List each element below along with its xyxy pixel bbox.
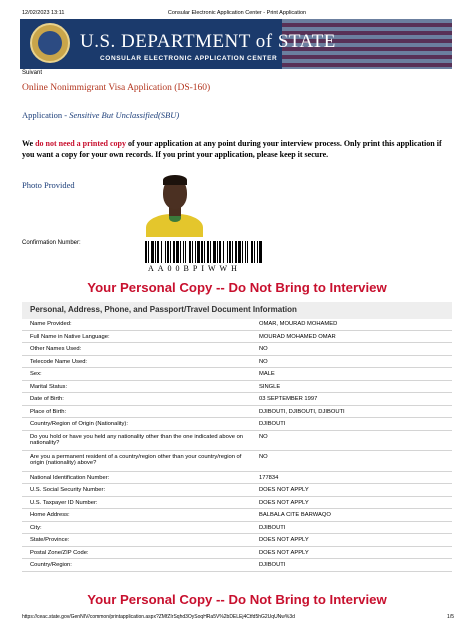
table-row [22, 472, 452, 485]
row-label: National Identification Number: [30, 474, 110, 481]
row-value: NO [259, 358, 268, 365]
table-row [22, 393, 452, 406]
barcode-bar [217, 241, 218, 263]
browser-print-header [0, 0, 474, 18]
table-row [22, 509, 452, 522]
row-label: Place of Birth: [30, 408, 67, 415]
barcode-bar [195, 241, 196, 263]
row-label: State/Province: [30, 537, 70, 543]
row-label: U.S. Social Security Number: [30, 487, 106, 493]
row-value: MALE [259, 371, 275, 377]
row-value: DJIBOUTI, DJIBOUTI, DJIBOUTI [259, 408, 345, 415]
barcode-bar [167, 241, 169, 263]
table-row [22, 451, 452, 472]
barcode-bar [210, 241, 211, 263]
barcode-bar [232, 241, 233, 263]
row-value: DOES NOT APPLY [259, 537, 309, 543]
table-row [22, 497, 452, 510]
row-value: NO [259, 433, 268, 440]
table-row [22, 547, 452, 560]
barcode-bar [185, 241, 186, 263]
print-notice: We do not need a printed copy of your application at any point during your interview process. Only print this application if you want a copy for your own records. If you print your application, please keep it secure. [22, 139, 442, 159]
table-row [22, 484, 452, 497]
print-page-number: 1/5 [447, 614, 454, 620]
barcode-bar [219, 241, 221, 263]
barcode-bar [235, 241, 237, 263]
row-value: MOURAD MOHAMED OMAR [259, 333, 336, 340]
barcode-bar [227, 241, 228, 263]
row-value: DOES NOT APPLY [259, 499, 309, 506]
barcode-bar [183, 241, 184, 263]
row-label: Full Name in Native Language: [30, 333, 110, 340]
personal-copy-warning-bottom: Your Personal Copy -- Do Not Bring to Interview [87, 592, 387, 607]
suivant-link[interactable]: Suivant [22, 70, 43, 76]
table-row [22, 318, 452, 331]
row-label: Home Address: [30, 512, 70, 518]
banner-subtitle: CONSULAR ELECTRONIC APPLICATION CENTER [100, 55, 278, 62]
barcode-bar [189, 241, 191, 263]
table-row [22, 418, 452, 431]
table-row [22, 522, 452, 535]
barcode-bar [176, 241, 179, 263]
barcode-bar [151, 241, 154, 263]
row-label: Are you a permanent resident of a country/region other than your country/region of origin (nationality) above? [30, 454, 242, 466]
barcode-bar [254, 241, 255, 263]
row-value: DJIBOUTI [259, 421, 286, 427]
row-value: DOES NOT APPLY [259, 487, 309, 493]
table-row [22, 559, 452, 572]
row-label: Postal Zone/ZIP Code: [30, 549, 89, 556]
barcode-bar [180, 241, 181, 263]
form-title: Online Nonimmigrant Visa Application (DS-160) [22, 83, 211, 93]
row-value: NO [259, 346, 268, 352]
barcode-bar [192, 241, 193, 263]
row-value: NO [259, 454, 268, 460]
dos-banner [20, 19, 452, 69]
row-label: Country/Region of Origin (Nationality): [30, 421, 128, 427]
barcode-bar [213, 241, 216, 263]
row-label: Name Provided: [30, 321, 72, 327]
row-value: OMAR, MOURAD MOHAMED [259, 321, 338, 327]
table-row [22, 368, 452, 381]
barcode-bar [223, 241, 224, 263]
table-row [22, 343, 452, 356]
confirmation-label: Confirmation Number: [22, 240, 81, 246]
barcode-bar [173, 241, 175, 263]
row-value: DOES NOT APPLY [259, 549, 309, 556]
row-label: Do you hold or have you held any nationality other than the one indicated above on nationality? [30, 433, 244, 446]
table-row [22, 381, 452, 394]
state-seal-icon [30, 23, 70, 63]
row-label: Marital Status: [30, 383, 68, 390]
barcode-bar [204, 241, 205, 263]
barcode-bar [157, 241, 159, 263]
applicant-photo [143, 172, 206, 237]
row-label: U.S. Taxpayer ID Number: [30, 499, 98, 506]
table-row [22, 356, 452, 369]
row-value: 177834 [259, 474, 279, 481]
row-value: DJIBOUTI [259, 562, 286, 568]
banner-title: U.S. DEPARTMENT of STATE [80, 31, 336, 52]
row-value: DJIBOUTI [259, 524, 286, 531]
photo-label: Photo Provided [22, 180, 75, 190]
barcode-bar [155, 241, 156, 263]
barcode-bar [238, 241, 241, 263]
personal-copy-warning-top: Your Personal Copy -- Do Not Bring to Interview [87, 280, 387, 295]
print-page-title: Consular Electronic Application Center - Print Application [167, 10, 307, 16]
row-value: 03 SEPTEMBER 1997 [259, 396, 318, 402]
print-datetime: 12/02/2023 13:11 [22, 10, 65, 16]
confirmation-barcode [145, 241, 265, 263]
print-url: https://ceac.state.gov/GenNIV/common/printapplication.aspx?ZMfZIrSqhd3OySoqHRa5V%2bDELEj4Ctfd5hG2UqUNw%3d [22, 614, 295, 620]
row-label: Sex: [30, 371, 42, 377]
confirmation-number: AA00BPIWWH [148, 264, 241, 273]
table-row [22, 406, 452, 419]
table-row [22, 534, 452, 547]
barcode-bar [245, 241, 246, 263]
barcode-bar [170, 241, 171, 263]
barcode-bar [247, 241, 248, 263]
barcode-bar [207, 241, 209, 263]
barcode-bar [229, 241, 231, 263]
barcode-bar [161, 241, 162, 263]
row-label: Date of Birth: [30, 396, 64, 402]
barcode-bar [201, 241, 203, 263]
barcode-bar [148, 241, 149, 263]
barcode-bar [145, 241, 147, 263]
barcode-bar [165, 241, 166, 263]
barcode-bar [259, 241, 262, 263]
section-header: Personal, Address, Phone, and Passport/Travel Document Information [22, 302, 452, 319]
row-label: Country/Region: [30, 562, 72, 568]
row-label: Other Names Used: [30, 346, 82, 352]
table-row [22, 331, 452, 344]
barcode-bar [242, 241, 243, 263]
form-subtitle: Application - Sensitive But Unclassified(SBU) [22, 110, 180, 120]
sbu-label: Sensitive But Unclassified(SBU) [69, 110, 180, 120]
barcode-bar [251, 241, 253, 263]
barcode-bar [257, 241, 258, 263]
row-label: City: [30, 524, 42, 531]
info-table [22, 318, 452, 572]
table-row [22, 431, 452, 452]
row-label: Telecode Name Used: [30, 358, 88, 365]
row-value: SINGLE [259, 383, 281, 390]
row-value: BALBALA CITE BARWAQO [259, 512, 331, 518]
notice-emphasis: do not need a printed copy [35, 139, 127, 148]
barcode-bar [197, 241, 200, 263]
